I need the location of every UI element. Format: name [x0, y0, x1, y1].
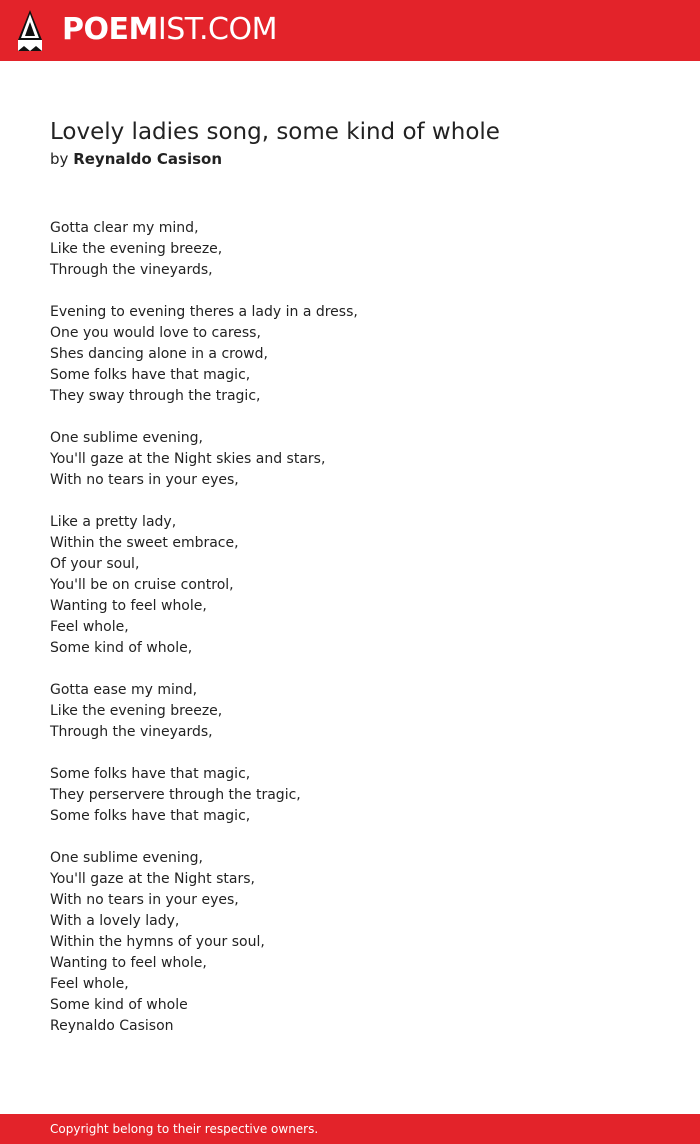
poem-line: They sway through the tragic, — [50, 388, 261, 404]
poem-byline — [50, 148, 222, 170]
poem-author: Reynaldo Casison — [73, 150, 223, 168]
poem-line: Like the evening breeze, — [50, 241, 223, 257]
poem-line: Through the vineyards, — [50, 262, 213, 278]
poem-line: Feel whole, — [50, 619, 129, 635]
poem-line: Some kind of whole — [50, 997, 188, 1013]
pencil-icon[interactable] — [17, 10, 43, 52]
site-header — [0, 0, 700, 61]
logo-text-bold: POEM — [62, 12, 158, 47]
poem-line: Gotta clear my mind, — [50, 220, 199, 236]
poem-line: Some folks have that magic, — [50, 367, 251, 383]
poem-line: Through the vineyards, — [50, 724, 213, 740]
poem-stanza — [50, 218, 670, 281]
site-footer — [0, 1114, 700, 1144]
poem-line: Evening to evening theres a lady in a dress, — [50, 304, 358, 320]
poem-title: Lovely ladies song, some kind of whole — [50, 119, 500, 145]
poem-stanza — [50, 848, 670, 1037]
poem-line: With no tears in your eyes, — [50, 892, 239, 908]
poem-line: Within the hymns of your soul, — [50, 934, 265, 950]
poem-line: You'll gaze at the Night stars, — [50, 871, 255, 887]
poem-line: Gotta ease my mind, — [50, 682, 198, 698]
poem-line: Wanting to feel whole, — [50, 598, 207, 614]
site-logo[interactable] — [62, 12, 277, 48]
poem-line: They perservere through the tragic, — [50, 787, 301, 803]
poem-line: Feel whole, — [50, 976, 129, 992]
poem-line: With no tears in your eyes, — [50, 472, 239, 488]
poem-line: Like a pretty lady, — [50, 514, 177, 530]
by-label: by — [50, 150, 69, 168]
logo-text-light: IST.COM — [157, 12, 277, 47]
poem-line: Some folks have that magic, — [50, 766, 251, 782]
poem-line: You'll be on cruise control, — [50, 577, 234, 593]
poem-stanza — [50, 302, 670, 407]
poem-line: One sublime evening, — [50, 850, 203, 866]
poem-line: Of your soul, — [50, 556, 140, 572]
poem-line: Reynaldo Casison — [50, 1018, 174, 1034]
poem-stanza — [50, 512, 670, 659]
poem-body — [50, 218, 670, 1058]
poem-stanza — [50, 428, 670, 491]
poem-stanza — [50, 764, 670, 827]
copyright-notice: Copyright belong to their respective owners. — [50, 1122, 319, 1136]
poem-line: Wanting to feel whole, — [50, 955, 207, 971]
poem-line: Like the evening breeze, — [50, 703, 223, 719]
poem-line: Shes dancing alone in a crowd, — [50, 346, 268, 362]
poem-line: Within the sweet embrace, — [50, 535, 239, 551]
poem-line: Some folks have that magic, — [50, 808, 251, 824]
poem-line: One you would love to caress, — [50, 325, 261, 341]
poem-line: One sublime evening, — [50, 430, 203, 446]
poem-line: Some kind of whole, — [50, 640, 193, 656]
poem-line: You'll gaze at the Night skies and stars, — [50, 451, 326, 467]
poem-line: With a lovely lady, — [50, 913, 180, 929]
poem-stanza — [50, 680, 670, 743]
